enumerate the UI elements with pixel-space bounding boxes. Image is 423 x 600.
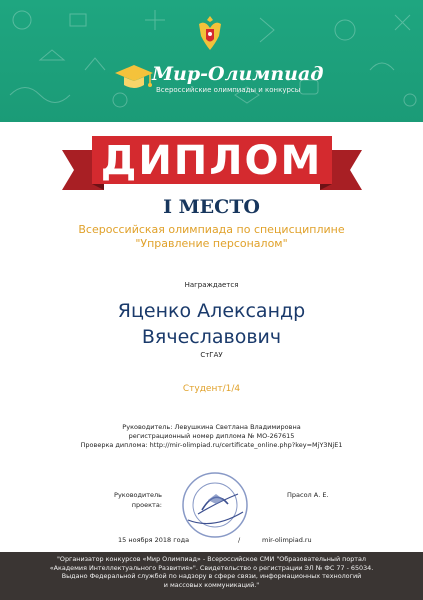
issue-date: 15 ноября 2018 года: [118, 536, 190, 544]
recipient-name-line-2: Вячеславович: [141, 326, 282, 348]
olympiad-line-1: Всероссийская олимпиада по специсциплине: [78, 223, 345, 236]
diploma-title: ДИПЛОМ: [100, 138, 323, 184]
organization: СтГАУ: [200, 351, 223, 359]
supervisor-line: Руководитель: Левушкина Светлана Владимировна: [122, 423, 301, 431]
project-lead-label-line-1: Руководитель: [114, 491, 162, 499]
project-lead-name: Прасол А. Е.: [287, 491, 329, 499]
footer-legal-text: [18, 555, 405, 589]
logo-subtitle: Всероссийские олимпиады и конкурсы: [156, 86, 301, 94]
coat-of-arms-icon: [195, 14, 225, 54]
olympiad-line-2: "Управление персоналом": [135, 237, 288, 250]
olympiad-description: [40, 223, 383, 251]
recipient-name: [40, 298, 383, 350]
official-stamp-icon: [180, 470, 250, 540]
logo: [112, 55, 332, 99]
verification-link[interactable]: Проверка диплома: http://mir-olimpiad.ru/certificate_online.php?key=MjY3NjE1: [80, 441, 343, 449]
category: Студент/1/4: [182, 384, 241, 394]
footer-line-2: «Академия Интеллектуального Развития»". Свидетельство о регистрации ЭЛ № ФС 77 - 65034.: [49, 563, 374, 572]
recipient-name-line-1: Яценко Александр: [117, 300, 306, 322]
project-lead-label: [102, 490, 162, 510]
place-heading: I МЕСТО: [163, 196, 260, 218]
project-lead-label-line-2: проекта:: [131, 501, 162, 509]
date-site-separator: /: [238, 536, 241, 544]
graduation-cap-icon: [112, 59, 154, 95]
footer-line-4: и массовых коммуникаций.": [163, 580, 260, 589]
footer-line-3: Выдано Федеральной службой по надзору в сфере связи, информационных технологий: [61, 572, 362, 581]
site-link[interactable]: mir-olimpiad.ru: [262, 536, 312, 544]
header-banner: [0, 0, 423, 122]
registration-number: регистрационный номер диплома № МО-267615: [128, 432, 295, 440]
awarded-label: Награждается: [184, 281, 239, 289]
logo-title: Мир-Олимпиад: [152, 63, 324, 85]
footer-line-1: "Организатор конкурсов «Мир Олимпиад» - Всероссийское СМИ "Образовательный портал: [56, 555, 367, 563]
